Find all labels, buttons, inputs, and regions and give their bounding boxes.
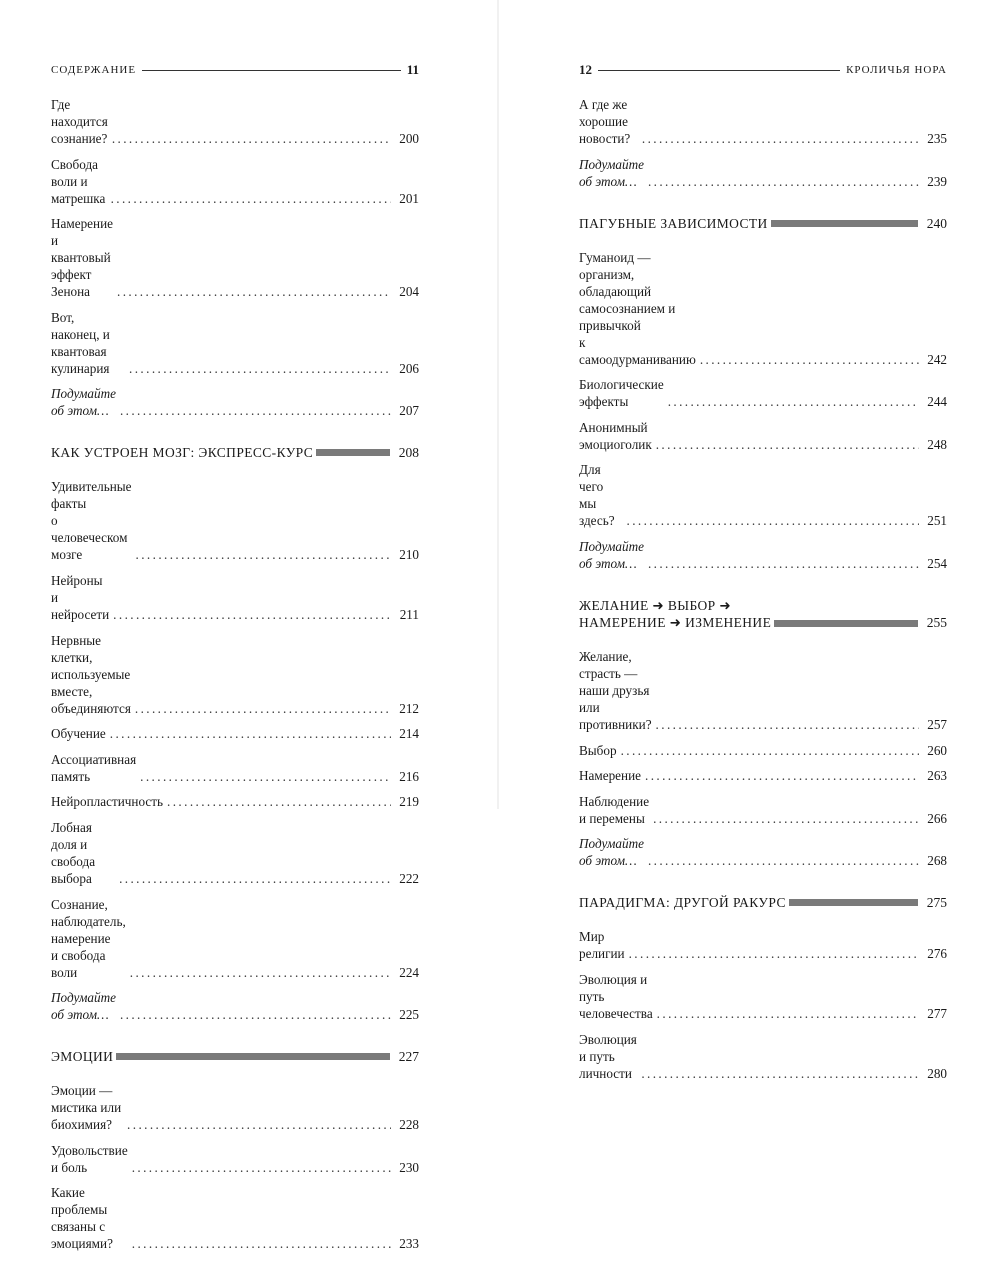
dot-leader	[132, 1159, 391, 1176]
entry-title: Желание, страсть — наши друзья или противники?	[579, 648, 652, 732]
toc-entry[interactable]	[51, 989, 419, 1023]
dot-leader	[130, 964, 391, 981]
section-heading[interactable]	[579, 597, 947, 631]
entry-title: Эволюция и путь личности	[579, 1031, 637, 1081]
entry-page-number: 242	[927, 351, 947, 367]
dot-leader	[629, 945, 919, 962]
toc-entry[interactable]	[51, 793, 419, 810]
section-page-number: 255	[926, 614, 947, 630]
entry-title: Подумайте об этом…	[51, 386, 116, 419]
toc-entry[interactable]	[579, 538, 947, 572]
toc-entry[interactable]	[579, 648, 947, 733]
running-header-label: СОДЕРЖАНИЕ	[51, 64, 137, 76]
dot-leader	[132, 1235, 391, 1252]
section-title: ПАГУБНЫЕ ЗАВИСИМОСТИ	[579, 215, 768, 231]
dot-leader	[127, 1116, 391, 1133]
dot-leader	[120, 402, 391, 419]
dot-leader	[656, 716, 919, 733]
toc-entry[interactable]	[579, 928, 947, 962]
entry-page-number: 206	[399, 360, 419, 376]
toc-entry[interactable]	[51, 819, 419, 887]
section-rule-bar	[771, 220, 918, 227]
toc-entry[interactable]	[51, 1142, 419, 1176]
toc-entry[interactable]	[51, 96, 419, 147]
dot-leader	[657, 1005, 919, 1022]
toc-entry[interactable]	[51, 156, 419, 207]
toc-entry[interactable]	[579, 793, 947, 827]
entry-title: Удивительные факты о человеческом мозге	[51, 479, 132, 563]
left-page	[51, 58, 419, 1261]
toc-entry[interactable]	[579, 835, 947, 869]
entry-page-number: 228	[399, 1117, 419, 1133]
entry-title: Сознание, наблюдатель, намерение и свобода воли	[51, 896, 126, 980]
entry-title: Анонимный эмоциоголик	[579, 419, 652, 452]
entry-title: Выбор	[579, 742, 617, 758]
dot-leader	[120, 1006, 391, 1023]
section-page-number: 275	[926, 895, 947, 911]
entry-title: Где находится сознание?	[51, 97, 108, 146]
section-title: ЖЕЛАНИЕ ➜ ВЫБОР ➜ НАМЕРЕНИЕ ➜ ИЗМЕНЕНИЕ	[579, 597, 772, 630]
entry-title: Биологические эффекты	[579, 377, 664, 410]
entry-page-number: 268	[927, 853, 947, 869]
left-toc	[51, 96, 419, 1252]
toc-entry[interactable]	[51, 478, 419, 563]
entry-title: Намерение и квантовый эффект Зенона	[51, 216, 113, 300]
entry-title: Эмоции — мистика или биохимия?	[51, 1083, 122, 1133]
dot-leader	[621, 742, 919, 759]
dot-leader	[167, 793, 391, 810]
toc-entry[interactable]	[579, 419, 947, 453]
entry-title: Эволюция и путь человечества	[579, 971, 653, 1021]
entry-page-number: 277	[927, 1005, 947, 1021]
entry-page-number: 276	[927, 946, 947, 962]
toc-entry[interactable]	[51, 896, 419, 981]
entry-page-number: 230	[399, 1159, 419, 1175]
entry-page-number: 204	[399, 284, 419, 300]
entry-title: Лобная доля и свобода выбора	[51, 819, 96, 886]
entry-page-number: 260	[927, 742, 947, 758]
entry-page-number: 254	[927, 555, 947, 571]
entry-title: Свобода воли и матрешка	[51, 156, 106, 206]
entry-page-number: 224	[399, 964, 419, 980]
entry-title: Наблюдение и перемены	[579, 793, 650, 826]
entry-title: Мир религии	[579, 929, 625, 962]
entry-title: Гуманоид — организм, обладающий самосознанием и привычкой к самоодурманиванию	[579, 249, 696, 367]
toc-entry[interactable]	[579, 96, 947, 147]
toc-entry[interactable]	[51, 1184, 419, 1252]
dot-leader	[111, 190, 391, 207]
entry-page-number: 266	[927, 810, 947, 826]
entry-page-number: 216	[399, 768, 419, 784]
dot-leader	[135, 700, 391, 717]
entry-title: Нервные клетки, используемые вместе, объединяются	[51, 632, 131, 716]
toc-entry[interactable]	[579, 156, 947, 190]
dot-leader	[642, 130, 919, 147]
dot-leader	[140, 768, 391, 785]
dot-leader	[668, 393, 919, 410]
right-page	[579, 58, 947, 1090]
toc-entry[interactable]	[579, 1031, 947, 1082]
toc-entry[interactable]	[51, 632, 419, 717]
entry-title: Подумайте об этом…	[51, 990, 116, 1023]
page-number: 12	[579, 62, 592, 77]
entry-title: Подумайте об этом…	[579, 836, 644, 869]
section-heading[interactable]	[579, 894, 947, 911]
entry-title: Для чего мы здесь?	[579, 462, 615, 529]
entry-title: Подумайте об этом…	[579, 156, 644, 189]
toc-entry[interactable]	[51, 215, 419, 300]
entry-title: Намерение	[579, 768, 641, 784]
dot-leader	[656, 436, 919, 453]
page-gutter	[497, 0, 499, 809]
entry-page-number: 280	[927, 1065, 947, 1081]
header-rule	[142, 70, 401, 71]
dot-leader	[648, 852, 919, 869]
section-rule-bar	[116, 1053, 390, 1060]
entry-title: Удовольствие и боль	[51, 1142, 128, 1175]
toc-entry[interactable]	[51, 572, 419, 623]
dot-leader	[653, 810, 919, 827]
toc-entry[interactable]	[51, 309, 419, 377]
right-running-header	[579, 58, 947, 82]
toc-entry[interactable]	[579, 742, 947, 759]
dot-leader	[110, 725, 391, 742]
right-toc	[579, 96, 947, 1082]
entry-page-number: 225	[399, 1007, 419, 1023]
entry-title: Ассоциативная память	[51, 751, 137, 784]
entry-title: Нейропластичность	[51, 794, 164, 810]
entry-page-number: 207	[399, 403, 419, 419]
entry-page-number: 263	[927, 768, 947, 784]
entry-page-number: 251	[927, 513, 947, 529]
dot-leader	[645, 767, 919, 784]
entry-page-number: 200	[399, 131, 419, 146]
section-title: ЭМОЦИИ	[51, 1049, 114, 1065]
dot-leader	[129, 360, 391, 377]
toc-entry[interactable]	[51, 751, 419, 785]
entry-page-number: 212	[399, 700, 419, 716]
section-page-number: 227	[398, 1049, 419, 1065]
section-page-number: 208	[398, 445, 419, 461]
toc-entry[interactable]	[579, 971, 947, 1022]
entry-page-number: 244	[927, 394, 947, 410]
toc-entry[interactable]	[579, 767, 947, 784]
section-heading[interactable]	[51, 1048, 419, 1065]
dot-leader	[627, 512, 919, 529]
header-rule	[598, 70, 840, 71]
entry-page-number: 235	[927, 131, 947, 146]
entry-title: Какие проблемы связаны с эмоциями?	[51, 1185, 113, 1252]
entry-page-number: 210	[399, 547, 419, 563]
section-heading[interactable]	[579, 215, 947, 232]
dot-leader	[700, 351, 919, 368]
toc-entry[interactable]	[51, 725, 419, 742]
entry-page-number: 248	[927, 436, 947, 452]
page-number: 11	[406, 62, 419, 77]
entry-page-number: 222	[399, 870, 419, 886]
entry-page-number: 233	[399, 1236, 419, 1252]
section-heading[interactable]	[51, 444, 419, 461]
dot-leader	[136, 546, 391, 563]
dot-leader	[641, 1065, 919, 1082]
toc-entry[interactable]	[579, 376, 947, 410]
section-title: КАК УСТРОЕН МОЗГ: ЭКСПРЕСС-КУРС	[51, 445, 314, 461]
left-running-header	[51, 58, 419, 82]
entry-title: А где же хорошие новости?	[579, 97, 631, 146]
entry-page-number: 211	[399, 606, 419, 622]
dot-leader	[117, 283, 391, 300]
dot-leader	[113, 606, 391, 623]
section-rule-bar	[774, 620, 918, 627]
running-header-label: КРОЛИЧЬЯ НОРА	[846, 64, 947, 76]
toc-entry[interactable]	[51, 385, 419, 419]
toc-entry[interactable]	[51, 1082, 419, 1133]
entry-page-number: 239	[927, 173, 947, 189]
entry-page-number: 257	[927, 716, 947, 732]
dot-leader	[648, 173, 919, 190]
entry-page-number: 201	[399, 190, 419, 206]
section-rule-bar	[316, 449, 390, 456]
dot-leader	[648, 555, 919, 572]
section-rule-bar	[789, 899, 918, 906]
entry-page-number: 214	[399, 726, 419, 742]
section-title: ПАРАДИГМА: ДРУГОЙ РАКУРС	[579, 895, 786, 911]
entry-page-number: 219	[399, 794, 419, 810]
entry-title: Обучение	[51, 726, 106, 742]
entry-title: Нейроны и нейросети	[51, 572, 110, 622]
toc-entry[interactable]	[579, 249, 947, 368]
dot-leader	[119, 870, 391, 887]
toc-entry[interactable]	[579, 461, 947, 529]
section-page-number: 240	[926, 215, 947, 231]
entry-title: Вот, наконец, и квантовая кулинария	[51, 309, 110, 376]
dot-leader	[112, 130, 391, 147]
entry-title: Подумайте об этом…	[579, 538, 644, 571]
